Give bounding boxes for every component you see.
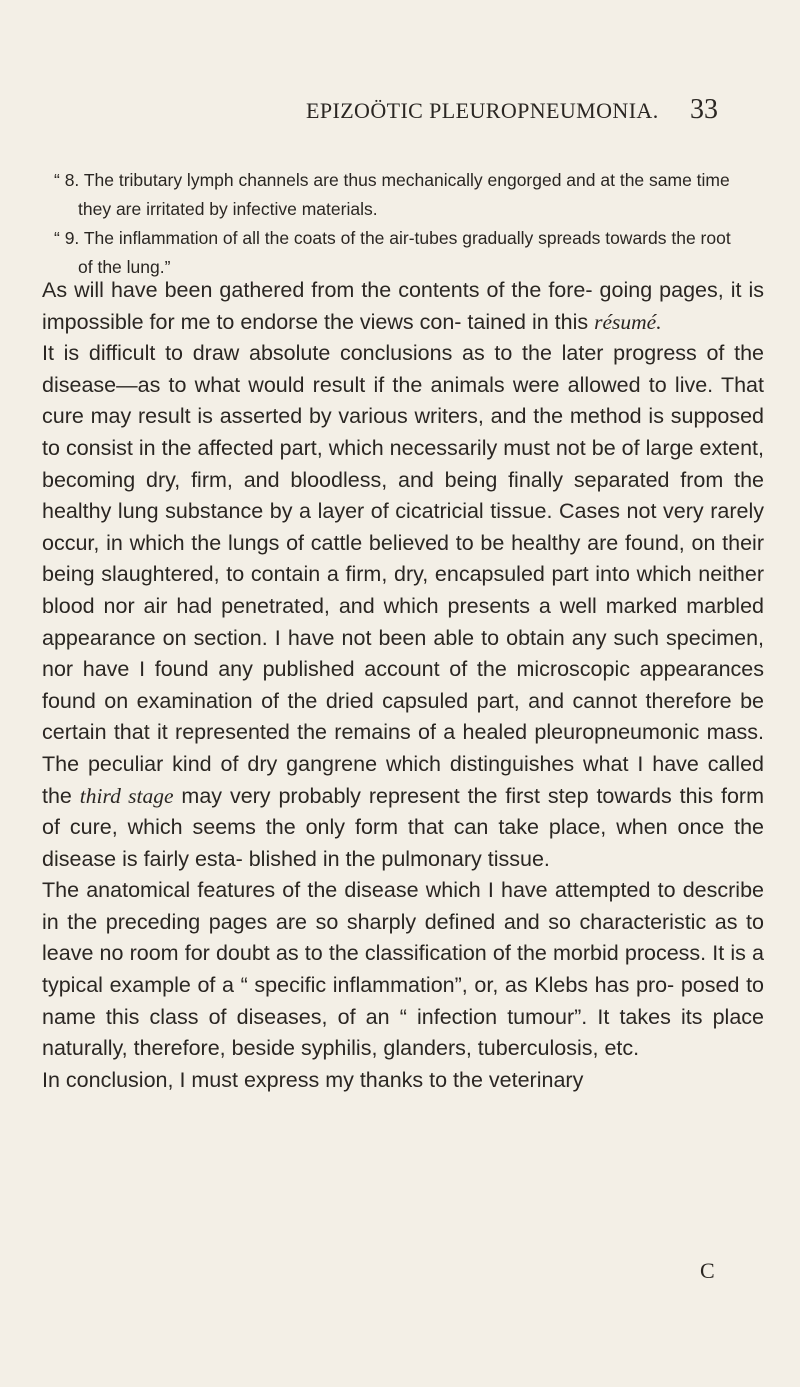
running-head [240,94,740,134]
paragraph-cure [42,338,764,875]
paragraph-resume [42,275,764,338]
quote-item-9: “ 9. The inflammation of all the coats of the air-tubes gradually spreads towards the root of the lung.” [54,228,731,277]
paragraph-conclusion [42,1065,764,1097]
italic-term: résumé. [594,309,662,334]
quote-item-8: “ 8. The tributary lymph channels are thus mechanically engorged and at the same time they are irritated by infective materials. [54,170,730,219]
paragraph-text: The anatomical features of the disease which I have attempted to describe in the preceding pages are so sharply defined and so characteristic as to leave no room for doubt as to the classification of the morbid process. It is a typical example of a “ specific inflammation”, or, as Klebs has pro- posed to name this class of diseases, of an “ infection tumour”. It takes its place naturally, therefore, beside syphilis, glanders, tuberculosis, etc. [42,878,764,1061]
quoted-summary [30,166,750,282]
page-number: 33 [690,94,718,125]
paragraph-classification [42,875,764,1065]
body-text [42,275,764,1096]
paragraph-text: It is difficult to draw absolute conclusions as to the later progress of the disease—as to what would result if the animals were allowed to live. That cure may result is asserted by various writers, and the method is supposed to consist in the affected part, which necessarily must not be of large extent, becoming dry, firm, and bloodless, and being finally separated from the healthy lung substance by a layer of cicatricial tissue. Cases not very rarely occur, in which the lungs of cattle believed to be healthy are found, on their being slaughtered, to contain a firm, dry, encapsuled part into which neither blood nor air had penetrated, and which presents a well marked marbled appearance on section. I have not been able to obtain any such specimen, nor have I found any published account of the microscopic appearances found on examination of the dried capsuled part, and cannot therefore be certain that it represented the remains of a healed pleuropneumonic mass. The peculiar kind of dry gangrene which distinguishes what I have called the [42,341,764,808]
paragraph-text: In conclusion, I must express my thanks to the veterinary [42,1067,584,1092]
italic-term: third stage [79,783,174,808]
paragraph-text: As will have been gathered from the contents of the fore- going pages, it is impossible for me to endorse the views con- tained in this [42,278,764,334]
running-title: EPIZOÖTIC PLEURОPNEUMONIA. [306,98,659,123]
signature-mark: C [700,1258,715,1283]
paragraph-text: may very probably represent the first step towards this form of cure, which seems the only form that can take place, when once the disease is fairly esta- blished in the pulmonary tissue. [42,783,764,871]
